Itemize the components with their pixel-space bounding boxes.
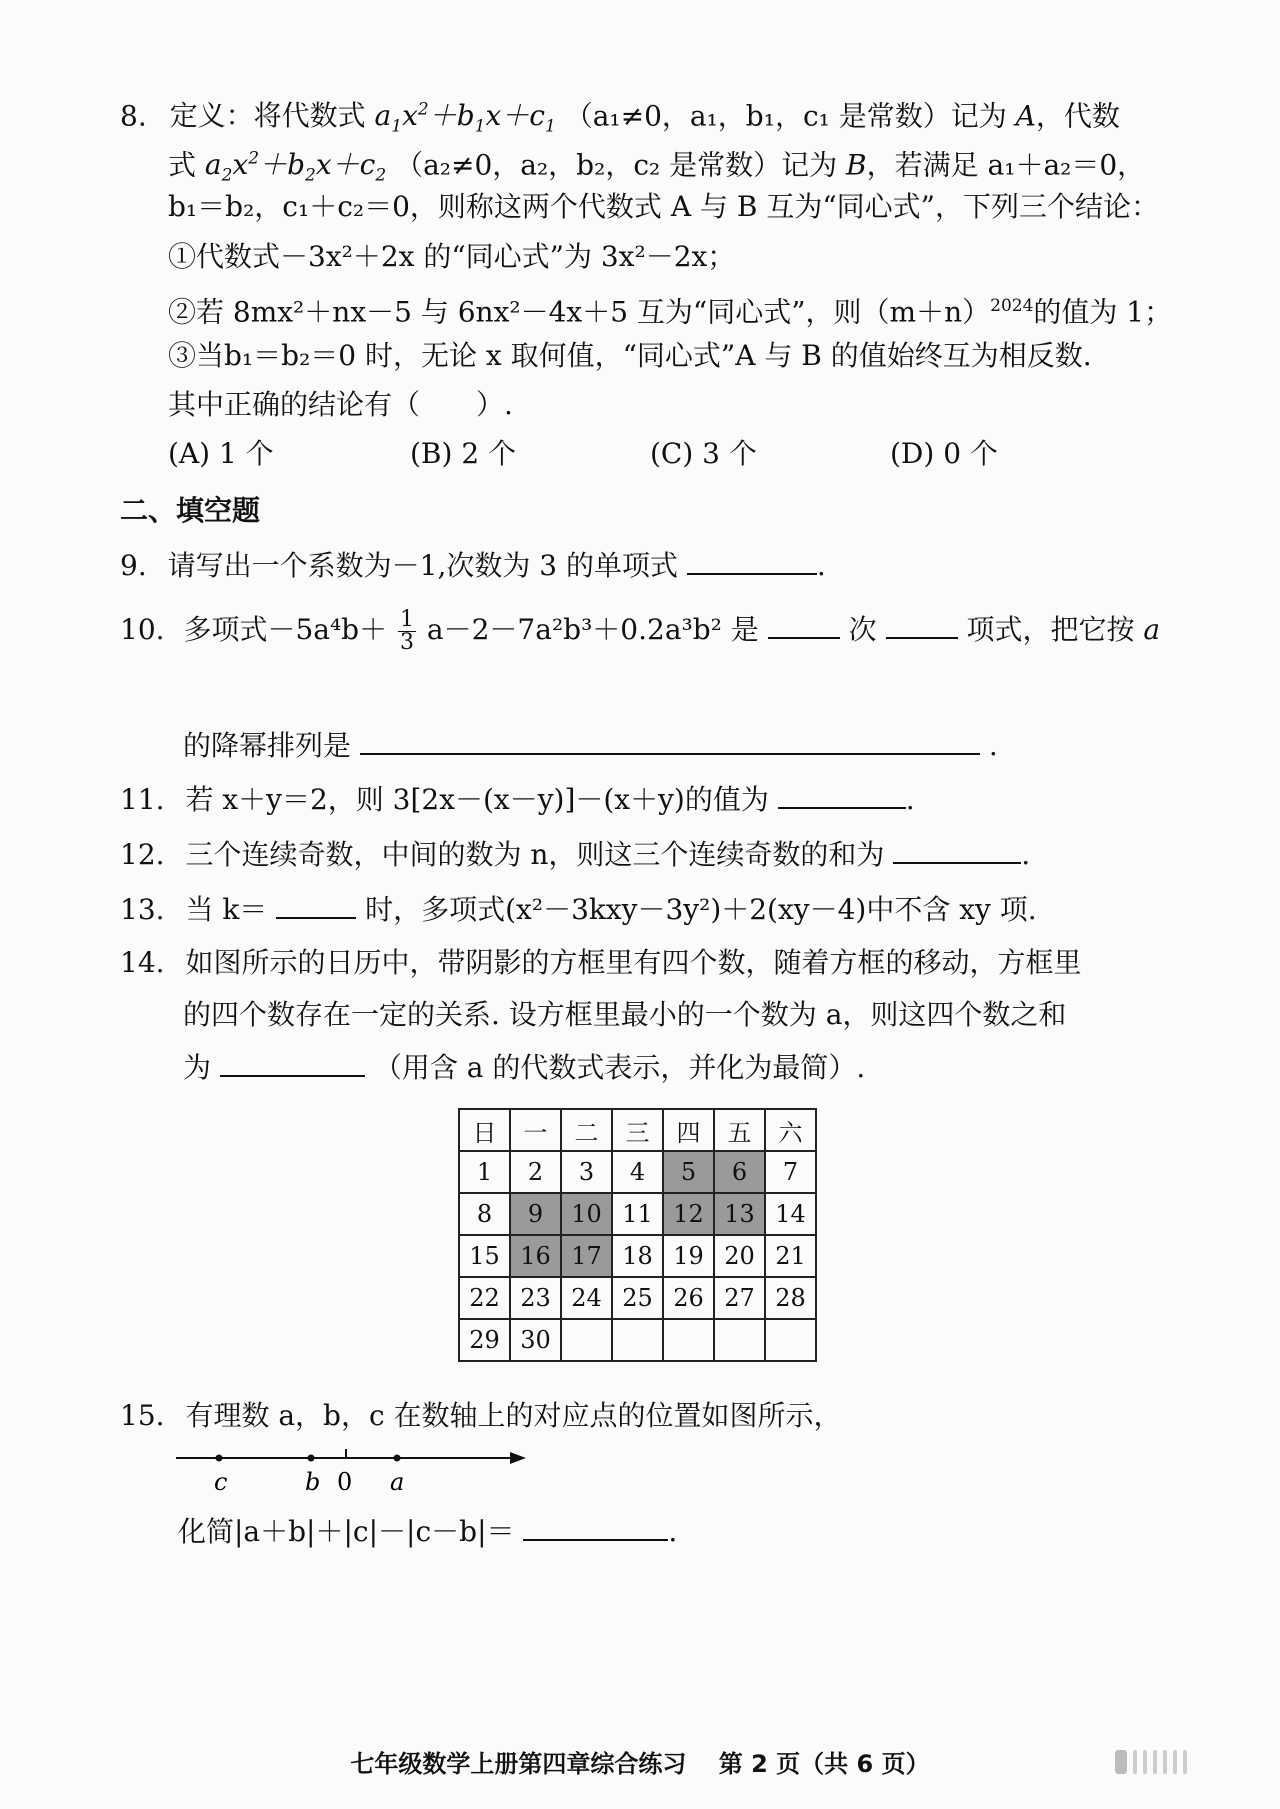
- point-a: [394, 1455, 401, 1462]
- calendar-day-cell: [561, 1319, 612, 1361]
- q8-conclusion-2: ②若 8mx²＋nx－5 与 6nx²－4x＋5 互为“同心式”，则$(m+n)^{2024}$的值为 1；: [168, 295, 1173, 329]
- option-a: (A) 1 个: [168, 437, 274, 470]
- q8-conclusion-1: ①代数式－3x²＋2x 的“同心式”为 3x²－2x；: [168, 240, 736, 273]
- calendar-header-cell: 三: [612, 1109, 663, 1151]
- q12-answer-blank[interactable]: [893, 836, 1021, 864]
- calendar-day-cell: 13: [714, 1193, 765, 1235]
- calendar-day-cell: [663, 1319, 714, 1361]
- q10-order-blank[interactable]: [360, 727, 980, 755]
- calendar-day-cell: 14: [765, 1193, 816, 1235]
- label-a: a: [390, 1468, 405, 1496]
- option-b: (B) 2 个: [410, 437, 517, 470]
- calendar-day-cell: [765, 1319, 816, 1361]
- option-c: (C) 3 个: [650, 437, 757, 470]
- section-title: 二、填空题: [120, 494, 261, 527]
- axis-arrow-icon: [510, 1452, 526, 1464]
- calendar-week-row: [459, 1151, 816, 1193]
- calendar-week-row: [459, 1193, 816, 1235]
- q10-line-1: 10. 多项式－5a⁴b＋ $\frac{1}{3}$ a－2－7a²b³＋0.2a³b² 是 次 项式，把它按 a: [120, 607, 1161, 655]
- calendar-header-row: [459, 1109, 816, 1151]
- calendar-day-cell: 19: [663, 1235, 714, 1277]
- scroll-indicator-icon: [1115, 1750, 1265, 1776]
- calendar-day-cell: 22: [459, 1277, 510, 1319]
- calendar-day-cell: 2: [510, 1151, 561, 1193]
- q14-line-1: 14. 如图所示的日历中，带阴影的方框里有四个数，随着方框的移动，方框里: [120, 946, 1082, 979]
- calendar-header-cell: 四: [663, 1109, 714, 1151]
- calendar-day-cell: 4: [612, 1151, 663, 1193]
- calendar-day-cell: 12: [663, 1193, 714, 1235]
- calendar-day-cell: 27: [714, 1277, 765, 1319]
- calendar-day-cell: 23: [510, 1277, 561, 1319]
- calendar-header-cell: 一: [510, 1109, 561, 1151]
- q8-number: 8.: [120, 99, 147, 133]
- calendar-day-cell: 20: [714, 1235, 765, 1277]
- q14-line-3: 为 （用含 a 的代数式表示，并化为最简）.: [183, 1051, 866, 1084]
- calendar-day-cell: 29: [459, 1319, 510, 1361]
- q8-line-2: 式 $a_2x^2+b_2x+c_2$ （a₂≠0，a₂，b₂，c₂ 是常数）记为 B，若满足 a₁＋a₂＝0，: [168, 148, 1146, 186]
- calendar-week-row: [459, 1235, 816, 1277]
- option-d: (D) 0 个: [890, 437, 998, 470]
- calendar-day-cell: 9: [510, 1193, 561, 1235]
- number-line: [174, 1444, 534, 1504]
- label-c: c: [214, 1468, 228, 1496]
- calendar-day-cell: 17: [561, 1235, 612, 1277]
- calendar-day-cell: 10: [561, 1193, 612, 1235]
- calendar-day-cell: 30: [510, 1319, 561, 1361]
- page-footer: [0, 1744, 1280, 1779]
- q10-terms-blank[interactable]: [886, 611, 958, 639]
- calendar-table: [458, 1108, 817, 1362]
- q13-answer-blank[interactable]: [276, 891, 356, 919]
- calendar-week-row: [459, 1277, 816, 1319]
- q15-line-1: 15. 有理数 a，b，c 在数轴上的对应点的位置如图所示，: [120, 1399, 842, 1432]
- label-zero: 0: [337, 1468, 353, 1496]
- calendar-day-cell: [612, 1319, 663, 1361]
- q14-line-2: 的四个数存在一定的关系. 设方框里最小的一个数为 a，则这四个数之和: [183, 998, 1067, 1031]
- q8-question: 其中正确的结论有（ ）.: [168, 388, 513, 421]
- calendar-day-cell: 18: [612, 1235, 663, 1277]
- calendar-day-cell: 7: [765, 1151, 816, 1193]
- q11: 11. 若 x＋y＝2，则 3[2x－(x－y)]－(x＋y)的值为 .: [120, 783, 915, 816]
- q8-line-1: 8. 定义：将代数式 $a_1x^2+b_1x+c_1$ （a₁≠0，a₁，b₁，c₁ 是常数）记为 A，代数: [120, 99, 1120, 137]
- calendar-day-cell: 5: [663, 1151, 714, 1193]
- point-b: [308, 1455, 315, 1462]
- q10-line-2: 的降幂排列是 .: [183, 729, 998, 762]
- q14-answer-blank[interactable]: [220, 1049, 365, 1077]
- calendar-day-cell: 1: [459, 1151, 510, 1193]
- calendar-header-cell: 六: [765, 1109, 816, 1151]
- calendar-day-cell: 25: [612, 1277, 663, 1319]
- q10-degree-blank[interactable]: [768, 611, 840, 639]
- calendar-week-row: [459, 1319, 816, 1361]
- q8-expr-A: $a_1x^2+b_1x+c_1$: [374, 99, 556, 137]
- q15-answer-blank[interactable]: [523, 1513, 668, 1541]
- footer-title: 七年级数学上册第四章综合练习: [350, 1750, 687, 1778]
- calendar-header-cell: 二: [561, 1109, 612, 1151]
- calendar-day-cell: 15: [459, 1235, 510, 1277]
- label-b: b: [305, 1468, 321, 1496]
- q8-line-3: b₁＝b₂，c₁＋c₂＝0，则称这两个代数式 A 与 B 互为“同心式”，下列三个结论：: [168, 190, 1159, 223]
- calendar-header-cell: 五: [714, 1109, 765, 1151]
- calendar-day-cell: 11: [612, 1193, 663, 1235]
- q8-expr-B: $a_2x^2+b_2x+c_2$: [204, 148, 387, 186]
- point-c: [216, 1455, 223, 1462]
- calendar-day-cell: 3: [561, 1151, 612, 1193]
- calendar-day-cell: 8: [459, 1193, 510, 1235]
- calendar-day-cell: 24: [561, 1277, 612, 1319]
- q11-answer-blank[interactable]: [778, 781, 906, 809]
- calendar-day-cell: 21: [765, 1235, 816, 1277]
- footer-page-number: 第 2 页（共 6 页）: [718, 1750, 930, 1778]
- calendar-day-cell: 26: [663, 1277, 714, 1319]
- q13: 13. 当 k＝ 时，多项式(x²－3kxy－3y²)＋2(xy－4)中不含 xy 项.: [120, 893, 1037, 926]
- q9-answer-blank[interactable]: [687, 547, 817, 575]
- calendar-day-cell: 16: [510, 1235, 561, 1277]
- q9: 9. 请写出一个系数为－1,次数为 3 的单项式 .: [120, 549, 826, 582]
- calendar-day-cell: [714, 1319, 765, 1361]
- calendar-day-cell: 28: [765, 1277, 816, 1319]
- calendar-day-cell: 6: [714, 1151, 765, 1193]
- fraction-one-third: $\frac{1}{3}$: [400, 607, 415, 655]
- q15-line-2: 化简|a＋b|＋|c|－|c－b|＝ .: [178, 1515, 678, 1548]
- calendar-header-cell: 日: [459, 1109, 510, 1151]
- q8-conclusion-3: ③当b₁＝b₂＝0 时，无论 x 取何值，“同心式”A 与 B 的值始终互为相反数.: [168, 339, 1092, 372]
- q12: 12. 三个连续奇数，中间的数为 n，则这三个连续奇数的和为 .: [120, 838, 1031, 871]
